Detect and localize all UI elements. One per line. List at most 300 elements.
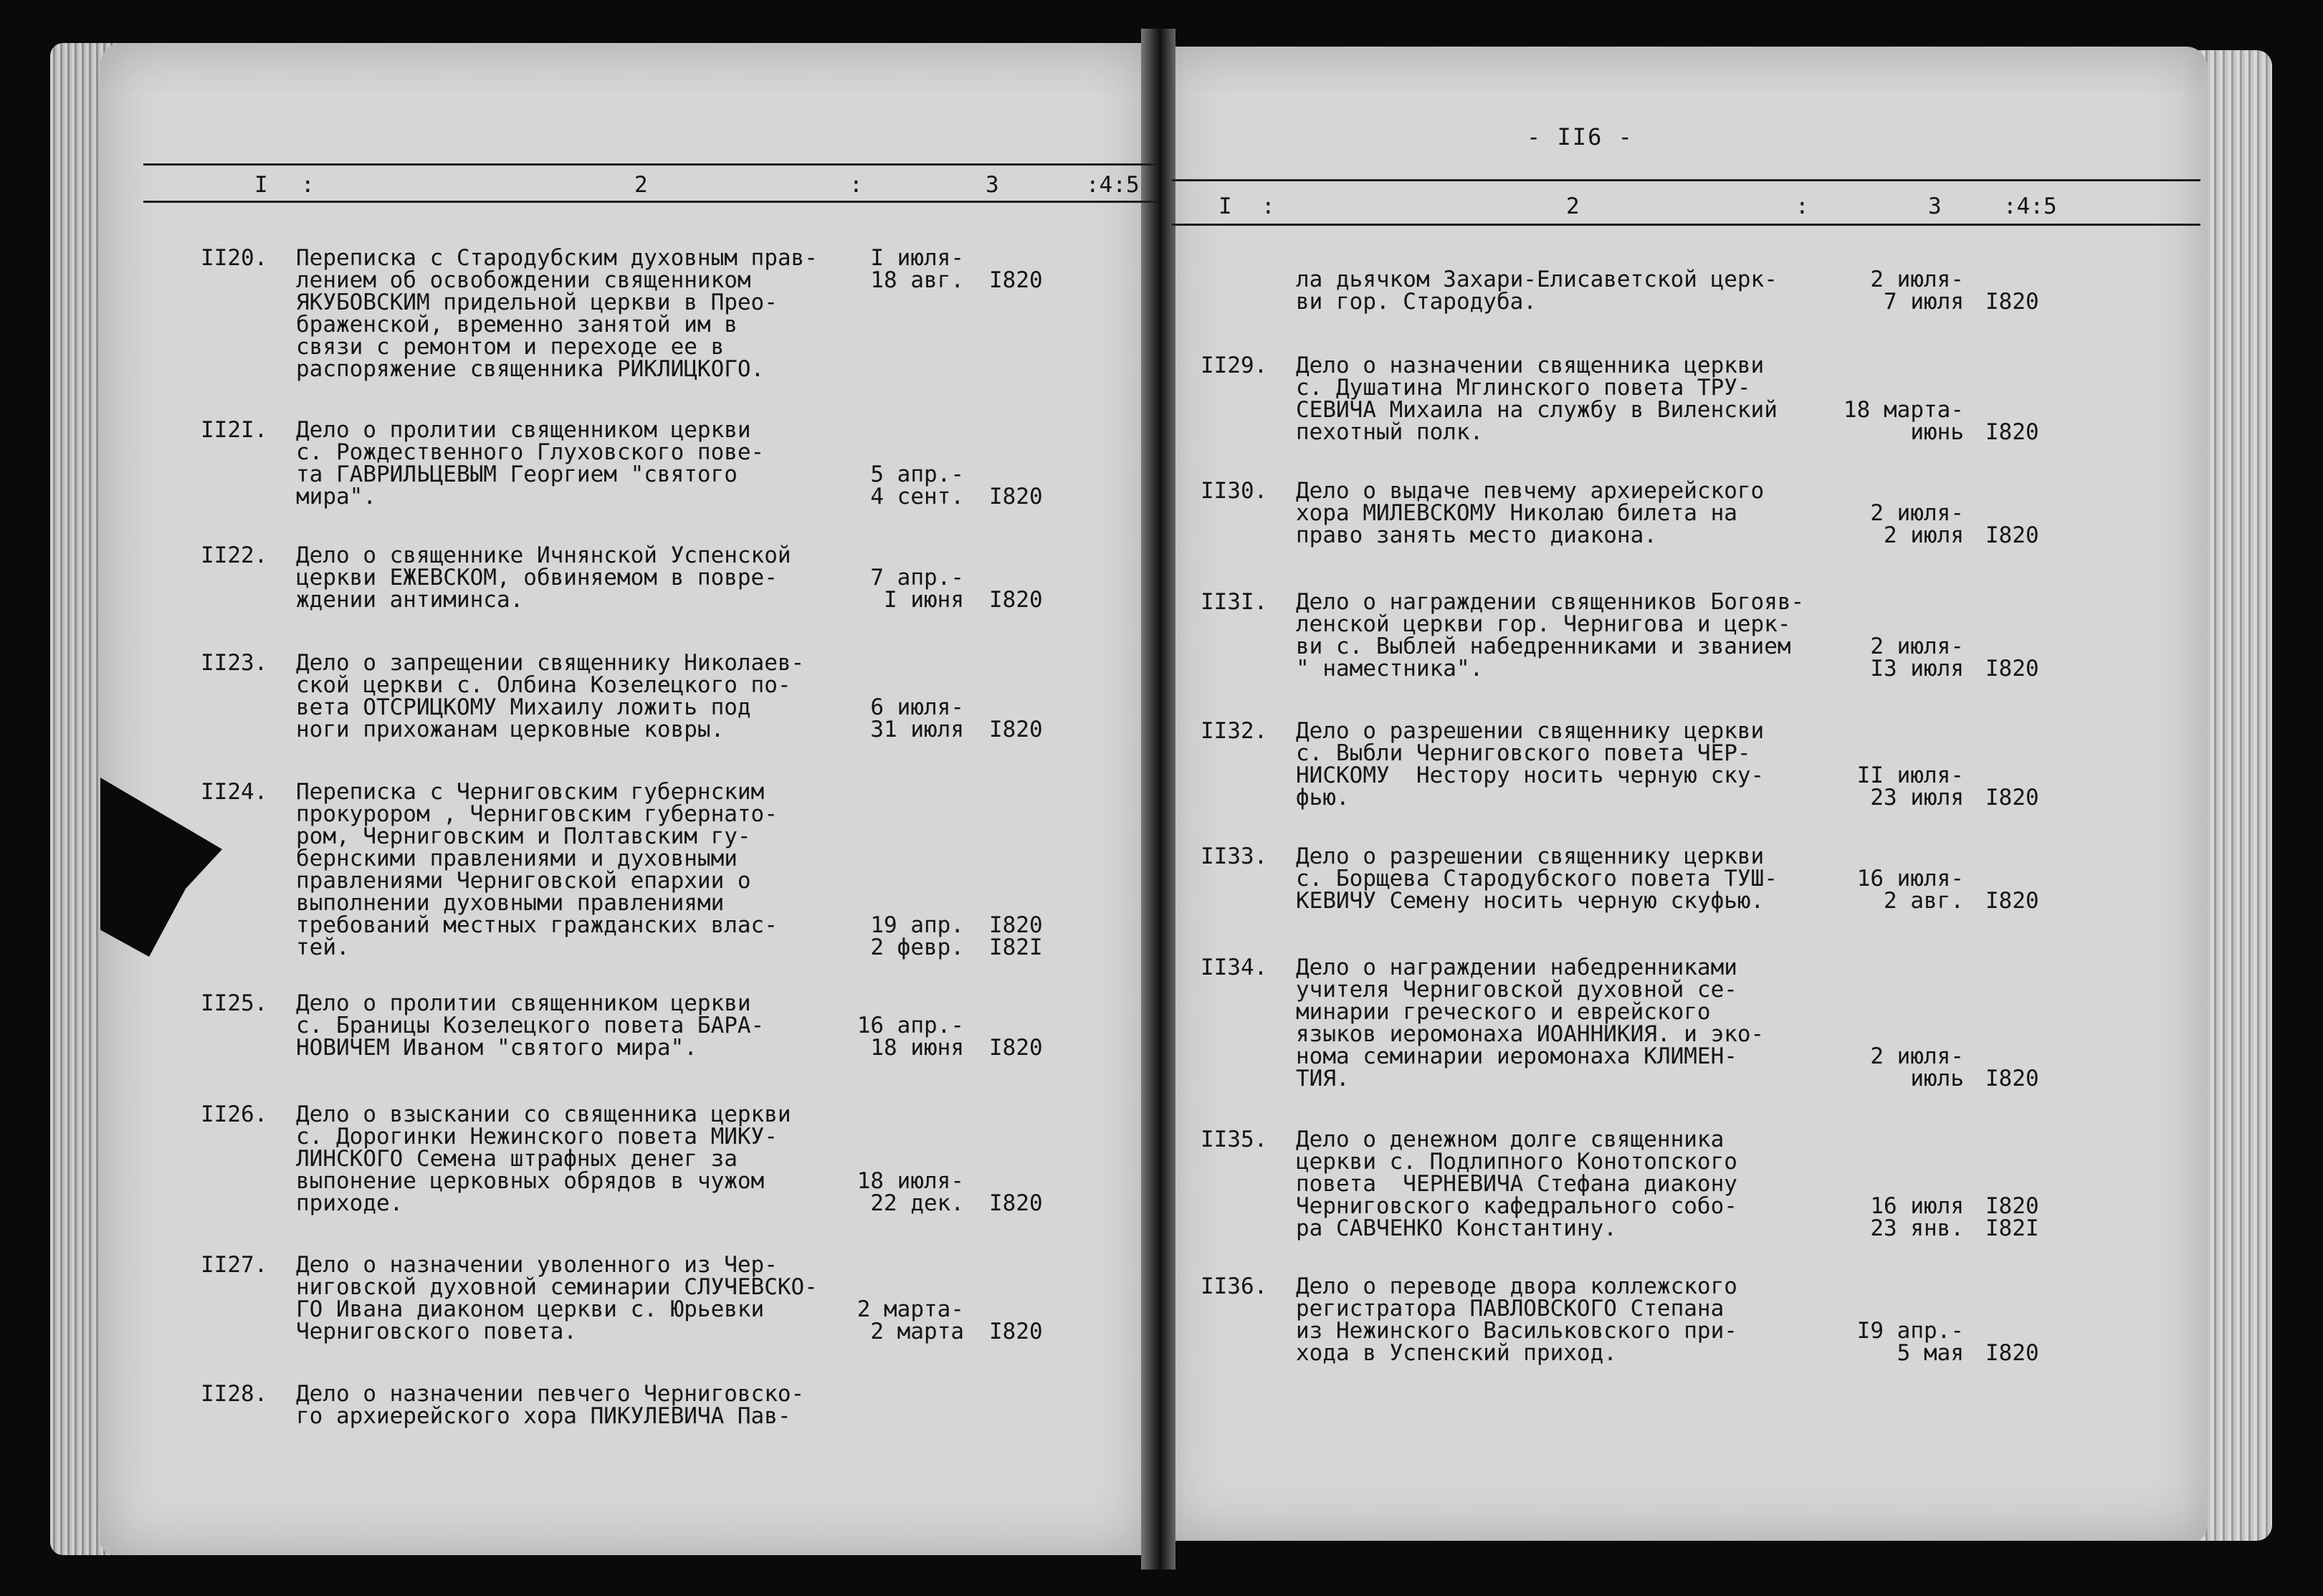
entry-date-line: 2 июля- [1870, 500, 1964, 526]
entry-year-line [989, 1104, 1043, 1126]
book-gutter [1141, 29, 1175, 1569]
entry-text-line: мира". [296, 484, 376, 510]
entry-year-line [989, 1015, 1043, 1037]
entry-date-line: 31 июля [870, 717, 964, 742]
entry-number: II34. [1201, 955, 1268, 980]
entry-year-line [989, 441, 1043, 464]
entry-year-line [1985, 355, 2039, 377]
entry-date-line: I3 июля [1870, 656, 1964, 682]
entry-year-line [989, 892, 1043, 914]
entry-dates [842, 1254, 964, 1343]
entry-text-line: ноги прихожанам церковные ковры. [296, 717, 725, 742]
inventory-entry [201, 990, 1061, 1061]
entry-text-line: фью. [1296, 785, 1350, 811]
entry-description [296, 781, 841, 959]
entry-text-line: НОВИЧЕМ Иваном "святого мира". [296, 1035, 697, 1061]
entry-date-line: II июля- [1856, 763, 1964, 788]
entry-year-line [989, 1254, 1043, 1276]
entry-dates [1842, 269, 1964, 313]
entry-date-line [1842, 742, 1964, 765]
entry-year-line [989, 1276, 1043, 1299]
entry-year-line [1985, 1173, 2039, 1195]
column-header-left-5: 3 [986, 172, 999, 198]
entry-year-line [989, 247, 1043, 269]
entry-date-line [842, 1148, 964, 1170]
entry-date-line: 23 июля [1870, 785, 1964, 811]
entry-date-line [842, 419, 964, 441]
entry-date-line [1842, 979, 1964, 1001]
entry-date-line: 2 июля- [1870, 634, 1964, 659]
entry-text-line: го архиерейского хора ПИКУЛЕВИЧА Пав- [296, 1403, 791, 1429]
entry-text-line: пехотный полк. [1296, 419, 1484, 445]
entry-year-line [1985, 1023, 2039, 1046]
entry-year-line [1985, 613, 2039, 636]
entry-text-line: Дело о разрешении священнику церкви [1296, 844, 1765, 869]
entry-date-line: 18 авг. [870, 267, 964, 293]
entry-year-line: I820 [989, 1319, 1043, 1344]
entry-text-line: приходе. [296, 1190, 404, 1216]
entry-text-line: ром, Черниговским и Полтавским гу- [296, 823, 751, 849]
entry-date-line: 2 авг. [1884, 888, 1964, 914]
entry-number: II25. [201, 990, 268, 1016]
entry-text-line: хода в Успенский приход. [1296, 1340, 1617, 1366]
entry-date-line: 2 июля [1884, 522, 1964, 548]
entry-number: II27. [201, 1252, 268, 1278]
entry-date-line [842, 1254, 964, 1276]
entry-text-line: тей. [296, 935, 350, 960]
inventory-entry [1201, 846, 2061, 912]
entry-year-line [989, 464, 1043, 486]
entry-year [1985, 720, 2039, 809]
inventory-entry [201, 419, 1061, 508]
entry-year-line [989, 781, 1043, 803]
entry-text-line: Дело о переводе двора коллежского [1296, 1274, 1737, 1299]
entry-year-line [989, 697, 1043, 719]
entry-year-line: I820 [1985, 289, 2039, 315]
entry-year-line: I820 [989, 484, 1043, 510]
entry-text-line: вета ОТСРИЦКОМУ Михаилу ложить под [296, 694, 751, 720]
entry-text-line: бернскими правлениями и духовными [296, 846, 738, 871]
entry-description [1296, 355, 1841, 444]
entry-year-line [1985, 720, 2039, 742]
entry-text-line: ленской церкви гор. Чернигова и церк- [1296, 611, 1791, 637]
column-header-left-4: : [849, 172, 863, 198]
entry-dates [1842, 480, 1964, 547]
entry-date-line: 18 июля- [857, 1168, 964, 1194]
entry-year-line [989, 803, 1043, 826]
entry-date-line: 2 марта [870, 1319, 964, 1344]
entry-year-line [989, 1299, 1043, 1321]
entry-text-line: браженской, временно занятой им в [296, 312, 738, 338]
column-header-left-6: :4:5 [1086, 172, 1140, 198]
entry-date-line: 18 июня [870, 1035, 964, 1061]
entry-text-line: связи с ремонтом и переходе ее в [296, 334, 725, 360]
inventory-entry [1201, 591, 2061, 680]
entry-year [989, 652, 1043, 741]
column-header-right-1: I [1218, 193, 1232, 219]
entry-year-line [1985, 480, 2039, 502]
entry-text-line: Переписка с Стародубским духовным прав- [296, 245, 818, 271]
entry-year-line [1985, 1151, 2039, 1173]
entry-date-line: I июня [884, 587, 964, 613]
entry-dates [842, 247, 964, 292]
entry-year-line [1985, 1001, 2039, 1023]
entry-year-line [1985, 742, 2039, 765]
entry-number: II23. [201, 650, 268, 676]
entry-year [1985, 1276, 2039, 1365]
inventory-entry [1201, 1276, 2061, 1365]
inventory-entry [1201, 720, 2061, 809]
entry-year-line [989, 848, 1043, 870]
entry-year-line [1985, 846, 2039, 868]
entry-year-line [989, 993, 1043, 1015]
entry-text-line: Дело о разрешении священнику церкви [1296, 718, 1765, 744]
entry-year-line [1985, 1129, 2039, 1151]
entry-text-line: ской церкви с. Олбина Козелецкого по- [296, 672, 791, 698]
entry-year [989, 993, 1043, 1059]
entry-number: II33. [1201, 844, 1268, 869]
entry-description [1296, 720, 1841, 809]
entry-year [1985, 355, 2039, 444]
entry-text-line: Дело о награждении набедренниками [1296, 955, 1737, 980]
entry-text-line: с. Душатина Мглинского повета ТРУ- [1296, 375, 1751, 401]
entry-date-line [842, 993, 964, 1015]
inventory-entry [1201, 480, 2061, 547]
entry-number: II30. [1201, 478, 1268, 504]
entry-year [989, 1104, 1043, 1215]
entry-date-line [1842, 846, 1964, 868]
entry-text-line: ниговской духовной семинарии СЛУЧЕВСКО- [296, 1274, 818, 1300]
entry-year-line [989, 1126, 1043, 1148]
entry-year [989, 419, 1043, 508]
entry-year-line [1985, 1320, 2039, 1342]
entry-year-line [1985, 591, 2039, 613]
entry-date-line [1842, 720, 1964, 742]
entry-text-line: минарии греческого и еврейского [1296, 999, 1711, 1025]
header-rule-top-right [1172, 179, 2200, 181]
entry-text-line: СЕВИЧА Михаила на службу в Виленский [1296, 397, 1778, 423]
entry-year [1985, 269, 2039, 313]
column-header-right-3: 2 [1566, 193, 1580, 219]
entry-year-line [989, 674, 1043, 697]
entry-date-line [1842, 1129, 1964, 1151]
entry-text-line: языков иеромонаха ИОАННИКИЯ. и эко- [1296, 1021, 1765, 1047]
entry-dates [1842, 355, 1964, 444]
entry-text-line: ви гор. Стародуба. [1296, 289, 1537, 315]
entry-text-line: ви с. Выблей набедренниками и званием [1296, 634, 1791, 659]
header-rule-top-left [143, 163, 1158, 166]
entry-year-line [989, 1170, 1043, 1193]
entry-dates [1842, 720, 1964, 809]
entry-date-line: июнь [1910, 419, 1964, 445]
entry-description [296, 1254, 841, 1343]
entry-description [296, 545, 841, 611]
entry-year-line [1985, 502, 2039, 525]
entry-description [1296, 269, 1841, 313]
entry-year-line: I820 [1985, 785, 2039, 811]
entry-date-line: I июля- [870, 245, 964, 271]
entry-year-line: I82I [989, 935, 1043, 960]
entry-text-line: хора МИЛЕВСКОМУ Николаю билета на [1296, 500, 1737, 526]
entry-date-line [842, 848, 964, 870]
inventory-entry [1201, 1129, 2061, 1240]
entry-date-line [842, 870, 964, 892]
page-number: - II6 - [1527, 123, 1633, 150]
entry-date-line: 7 июля [1884, 289, 1964, 315]
entry-text-line: Дело о назначении священника церкви [1296, 353, 1765, 378]
inventory-entry [201, 652, 1061, 741]
entry-description [1296, 591, 1841, 680]
entry-number: II3I. [1201, 589, 1268, 615]
entry-description [296, 419, 841, 508]
entry-date-line [1842, 1276, 1964, 1298]
header-rule-bottom-left [143, 201, 1158, 203]
entry-text-line: с. Выбли Черниговского повета ЧЕР- [1296, 740, 1751, 766]
entry-dates [1842, 846, 1964, 912]
entry-date-line [842, 1104, 964, 1126]
entry-text-line: с. Рождественного Глуховского пове- [296, 439, 765, 465]
entry-text-line: выпонение церковных обрядов в чужом [296, 1168, 765, 1194]
entry-number: II36. [1201, 1274, 1268, 1299]
entry-date-line [1842, 1151, 1964, 1173]
entry-dates [1842, 591, 1964, 680]
entry-year-line: I820 [1985, 419, 2039, 445]
entry-number: II35. [1201, 1127, 1268, 1152]
entry-year-line: I820 [1985, 1066, 2039, 1091]
entry-date-line [842, 892, 964, 914]
inventory-entry [1201, 269, 2061, 313]
entry-number: II29. [1201, 353, 1268, 378]
entry-date-line: 16 апр.- [857, 1013, 964, 1038]
entry-dates [842, 781, 964, 959]
entry-year [989, 1254, 1043, 1343]
entry-year-line [1985, 1046, 2039, 1068]
entry-year-line: I820 [989, 912, 1043, 938]
entry-date-line [1842, 1173, 1964, 1195]
column-header-right-4: : [1795, 193, 1809, 219]
entry-date-line: 2 февр. [870, 935, 964, 960]
entry-date-line: 2 июля- [1870, 267, 1964, 292]
inventory-entry [201, 1383, 1061, 1428]
entry-description [1296, 1129, 1841, 1240]
entry-year-line [1985, 1298, 2039, 1320]
entry-text-line: повета ЧЕРНЕВИЧА Стефана диакону [1296, 1171, 1737, 1197]
entry-text-line: с. Дорогинки Нежинского повета МИКУ- [296, 1124, 778, 1150]
entry-text-line: НИСКОМУ Нестору носить черную ску- [1296, 763, 1765, 788]
inventory-entry [201, 1254, 1061, 1343]
entry-date-line: 7 апр.- [870, 565, 964, 591]
entry-year [989, 545, 1043, 611]
entry-text-line: Дело о назначении певчего Черниговско- [296, 1381, 805, 1407]
entry-description [296, 247, 841, 381]
entry-text-line: Дело о награждении священников Богояв- [1296, 589, 1805, 615]
entry-year-line [989, 545, 1043, 567]
entry-year [1985, 1129, 2039, 1240]
entry-year-line [1985, 1276, 2039, 1298]
entry-date-line: 16 июля- [1856, 866, 1964, 892]
entry-date-line [842, 803, 964, 826]
entry-description [1296, 1276, 1841, 1365]
entry-year-line [989, 1148, 1043, 1170]
entry-year-line [1985, 269, 2039, 291]
entry-date-line: 22 дек. [870, 1190, 964, 1216]
entry-year [989, 781, 1043, 959]
entry-year-line: I820 [1985, 1193, 2039, 1219]
entry-year-line: I820 [1985, 1340, 2039, 1366]
entry-date-line: 2 марта- [857, 1296, 964, 1322]
entry-description [296, 1383, 841, 1428]
entry-year-line [1985, 377, 2039, 399]
entry-text-line: ЛИНСКОГО Семена штрафных денег за [296, 1146, 738, 1172]
inventory-entry [1201, 957, 2061, 1090]
entry-dates [1842, 1129, 1964, 1240]
entry-year [989, 247, 1043, 292]
entry-number: II28. [201, 1381, 268, 1407]
entry-date-line [1842, 1298, 1964, 1320]
entry-date-line [1842, 957, 1964, 979]
entry-year-line: I820 [1985, 656, 2039, 682]
entry-year [1985, 480, 2039, 547]
entry-year [1985, 846, 2039, 912]
entry-description [296, 1104, 841, 1215]
entry-description [1296, 846, 1841, 912]
entry-year-line [989, 870, 1043, 892]
entry-number: II26. [201, 1102, 268, 1127]
entry-date-line: 6 июля- [870, 694, 964, 720]
column-header-right-5: 3 [1928, 193, 1942, 219]
entry-year [1985, 957, 2039, 1090]
entry-text-line: с. Борщева Стародубского повета ТУШ- [1296, 866, 1778, 892]
entry-number: II24. [201, 779, 268, 805]
entry-dates [1842, 1276, 1964, 1365]
column-header-right-6: :4:5 [2003, 193, 2057, 219]
entry-year-line [989, 826, 1043, 848]
entry-date-line [1842, 480, 1964, 502]
entry-text-line: лением об освобождении священником [296, 267, 751, 293]
entry-date-line [842, 781, 964, 803]
entry-date-line: 5 мая [1897, 1340, 1964, 1366]
entry-year-line: I820 [989, 1035, 1043, 1061]
entry-year-line: I820 [989, 267, 1043, 293]
entry-year-line [1985, 399, 2039, 421]
entry-year-line [1985, 957, 2039, 979]
entry-text-line: ЯКУБОВСКИМ придельной церкви в Прео- [296, 290, 778, 315]
entry-number: II20. [201, 245, 268, 271]
entry-date-line [842, 674, 964, 697]
entry-date-line: 2 июля- [1870, 1043, 1964, 1069]
entry-date-line: I9 апр.- [1856, 1318, 1964, 1344]
entry-text-line: церкви с. Подлипного Конотопского [1296, 1149, 1737, 1175]
entry-number: II22. [201, 543, 268, 568]
entry-text-line: та ГАВРИЛЬЦЕВЫМ Георгием "святого [296, 462, 738, 487]
entry-text-line: Дело о священнике Ичнянской Успенской [296, 543, 791, 568]
entry-text-line: ТИЯ. [1296, 1066, 1350, 1091]
entry-text-line: распоряжение священника РИКЛИЦКОГО. [296, 356, 765, 382]
entry-text-line: ГО Ивана диаконом церкви с. Юрьевки [296, 1296, 765, 1322]
entry-year-line [1985, 765, 2039, 787]
entry-year-line [1985, 979, 2039, 1001]
entry-date-line [1842, 1023, 1964, 1046]
entry-text-line: церкви ЕЖЕВСКОМ, обвиняемом в повре- [296, 565, 778, 591]
entry-text-line: учителя Черниговской духовной се- [1296, 977, 1737, 1003]
entry-number: II32. [1201, 718, 1268, 744]
entry-year-line: I82I [1985, 1215, 2039, 1241]
entry-text-line: Дело о пролитии священником церкви [296, 417, 751, 443]
entry-text-line: ра САВЧЕНКО Константину. [1296, 1215, 1617, 1241]
entry-text-line: требований местных гражданских влас- [296, 912, 778, 938]
entry-year-line: I820 [989, 717, 1043, 742]
entry-year-line [989, 567, 1043, 589]
entry-dates [842, 993, 964, 1059]
entry-date-line [1842, 1001, 1964, 1023]
entry-text-line: Дело о назначении уволенного из Чер- [296, 1252, 778, 1278]
entry-text-line: выполнении духовными правлениями [296, 890, 725, 916]
column-header-left-2: : [301, 172, 315, 198]
entry-text-line: Дело о запрещении священнику Николаев- [296, 650, 805, 676]
entry-dates [842, 1104, 964, 1215]
entry-description [1296, 957, 1841, 1090]
column-header-left-3: 2 [634, 172, 648, 198]
inventory-entry [201, 1104, 1061, 1215]
entry-text-line: регистратора ПАВЛОВСКОГО Степана [1296, 1296, 1725, 1322]
entry-text-line: " наместника". [1296, 656, 1484, 682]
entry-date-line: 16 июля [1870, 1193, 1964, 1219]
entry-date-line [842, 545, 964, 567]
entry-date-line [1842, 613, 1964, 636]
entry-description [1296, 480, 1841, 547]
column-header-left-1: I [254, 172, 268, 198]
column-header-right-2: : [1261, 193, 1275, 219]
entry-year-line [989, 652, 1043, 674]
entry-date-line [842, 1126, 964, 1148]
entry-text-line: Дело о пролитии священником церкви [296, 990, 751, 1016]
entry-year-line: I820 [1985, 522, 2039, 548]
entry-text-line: ла дьячком Захари-Елисаветской церк- [1296, 267, 1778, 292]
entry-text-line: Дело о взыскании со священника церкви [296, 1102, 791, 1127]
entry-text-line: Черниговского повета. [296, 1319, 577, 1344]
entry-description [296, 990, 841, 1061]
entry-dates [842, 652, 964, 741]
entry-text-line: Переписка с Черниговским губернским [296, 779, 765, 805]
entry-year-line: I820 [989, 1190, 1043, 1216]
entry-date-line: 4 сент. [870, 484, 964, 510]
entry-year-line [1985, 636, 2039, 658]
entry-year-line: I820 [989, 587, 1043, 613]
entry-text-line: КЕВИЧУ Семену носить черную скуфью. [1296, 888, 1765, 914]
entry-date-line [842, 1276, 964, 1299]
inventory-entry [201, 781, 1061, 959]
inventory-entry [201, 545, 1061, 611]
entry-date-line: июль [1910, 1066, 1964, 1091]
entry-description [296, 652, 841, 741]
entry-date-line [1842, 377, 1964, 399]
entry-year-line [1985, 868, 2039, 890]
entry-year [1985, 591, 2039, 680]
entry-date-line [842, 441, 964, 464]
entry-year-line [989, 419, 1043, 441]
inventory-entry [1201, 355, 2061, 444]
entry-text-line: с. Браницы Козелецкого повета БАРА- [296, 1013, 765, 1038]
entry-text-line: нома семинарии иеромонаха КЛИМЕН- [1296, 1043, 1737, 1069]
header-rule-bottom-right [1172, 224, 2200, 226]
entry-text-line: Черниговского кафедрального собо- [1296, 1193, 1737, 1219]
entry-date-line [1842, 355, 1964, 377]
entry-text-line: Дело о выдаче певчему архиерейского [1296, 478, 1765, 504]
entry-dates [842, 419, 964, 508]
entry-date-line: 5 апр.- [870, 462, 964, 487]
inventory-entry [201, 247, 1061, 381]
entry-year-line: I820 [1985, 888, 2039, 914]
